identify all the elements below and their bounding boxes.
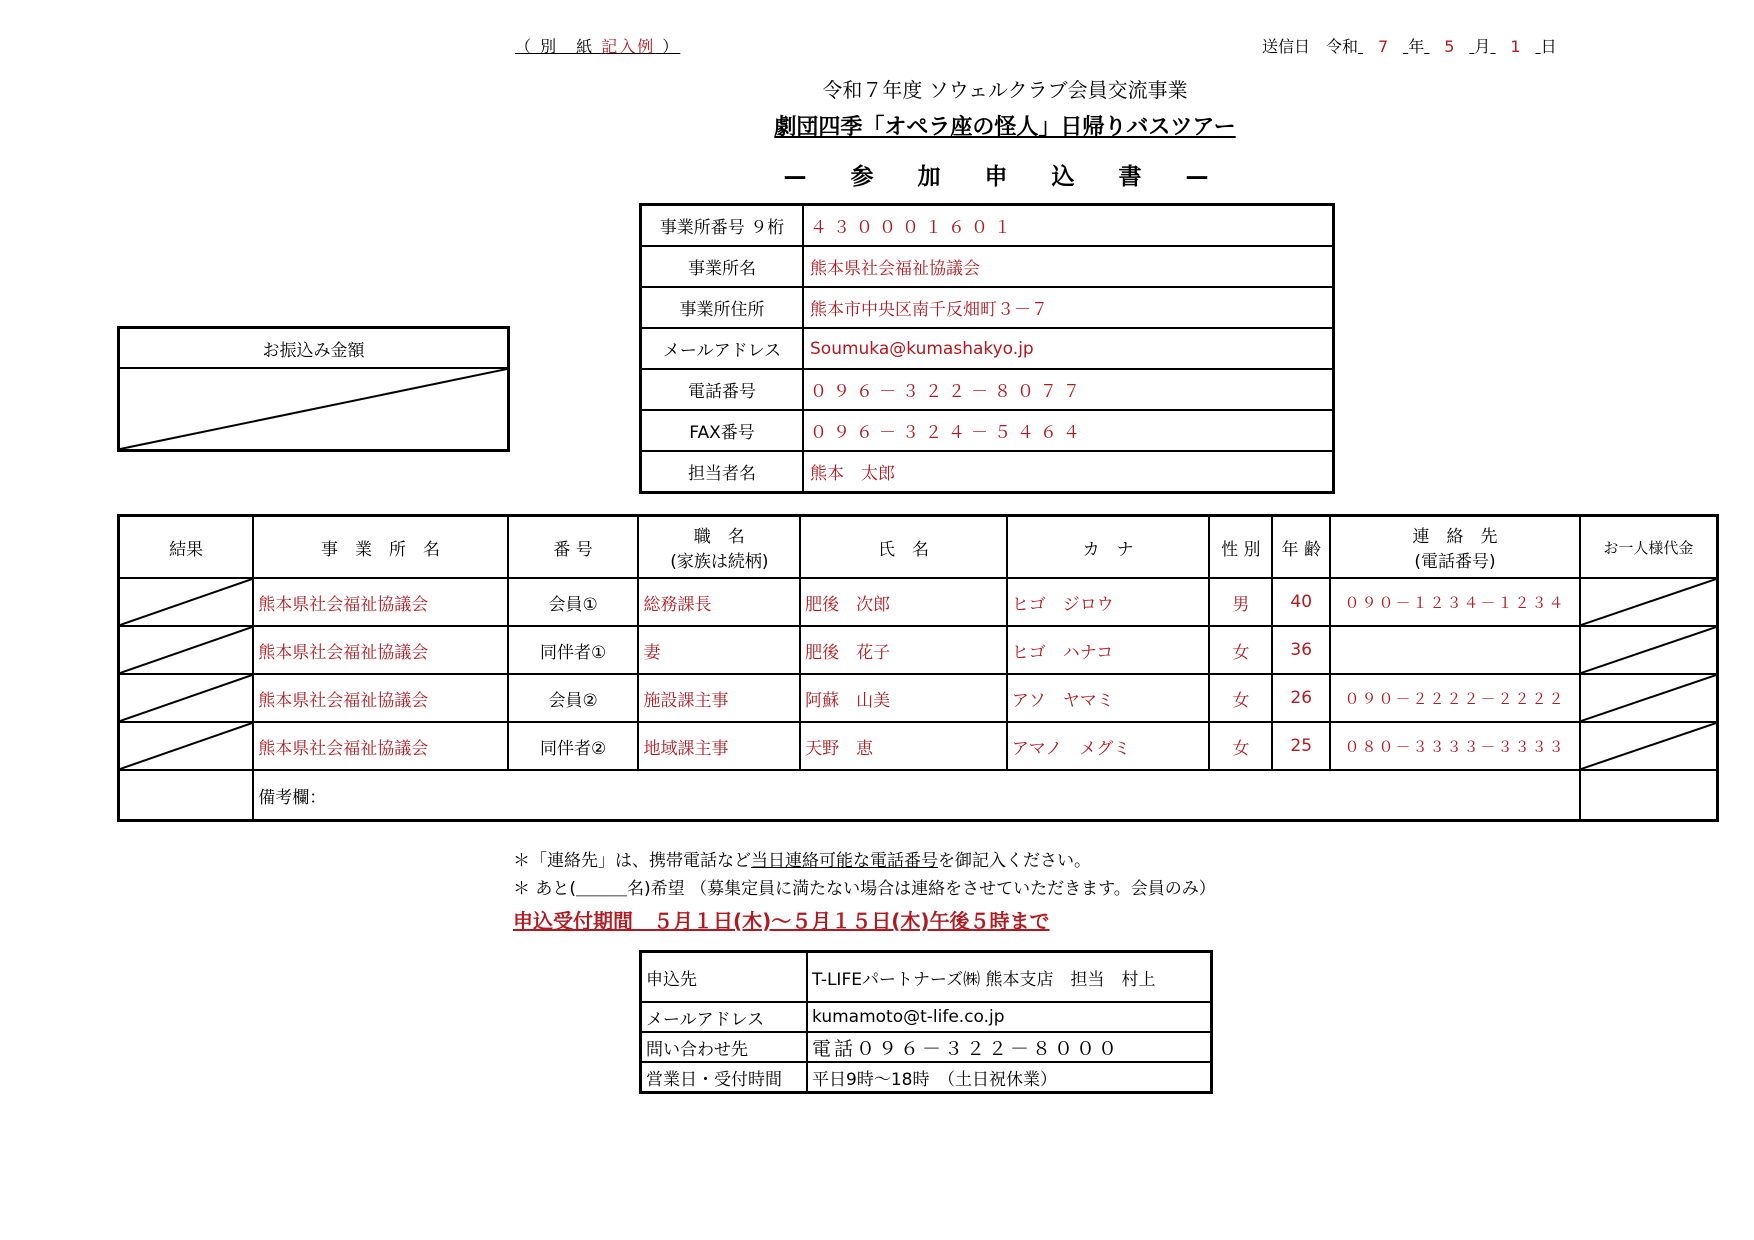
office-name-label: 事業所名	[641, 246, 804, 287]
note1-suffix: を御記入ください。	[938, 851, 1091, 871]
header-contact-line2: (電話番号)	[1414, 552, 1496, 572]
price-cell	[1580, 626, 1718, 674]
row-name[interactable]: 肥後 花子	[800, 626, 1007, 674]
row-kana[interactable]: ヒゴ ジロウ	[1007, 578, 1210, 626]
header-contact-line1: 連 絡 先	[1412, 527, 1498, 547]
row-name[interactable]: 肥後 次郎	[800, 578, 1007, 626]
row-age[interactable]: 25	[1272, 722, 1330, 770]
price-cell	[1580, 674, 1718, 722]
contact-email-value[interactable]: kumamoto@t-life.co.jp	[807, 1002, 1212, 1032]
row-job[interactable]: 妻	[638, 626, 800, 674]
title-line3: — 参 加 申 込 書 —	[783, 164, 1227, 190]
row-number: 同伴者①	[508, 626, 639, 674]
diagonal-slash	[1581, 723, 1716, 769]
email-value[interactable]: Soumuka@kumashakyo.jp	[803, 328, 1334, 369]
row-age[interactable]: 40	[1272, 578, 1330, 626]
fax-label: FAX番号	[641, 410, 804, 451]
contact-row	[641, 1002, 1212, 1032]
attachment-prefix: （ 別 紙	[515, 37, 595, 56]
participants-header-row	[119, 516, 1718, 579]
contact-dest-label: 申込先	[641, 952, 808, 1003]
result-cell	[119, 578, 254, 626]
row-sex[interactable]: 女	[1209, 722, 1272, 770]
office-number-label: 事業所番号 ９桁	[641, 205, 804, 247]
sent-day: 1	[1510, 37, 1521, 56]
row-number: 会員①	[508, 578, 639, 626]
table-row	[119, 626, 1718, 674]
office-name-value[interactable]: 熊本県社会福祉協議会	[803, 246, 1334, 287]
transfer-amount-box	[117, 326, 510, 452]
row-age[interactable]: 26	[1272, 674, 1330, 722]
office-info-table	[639, 203, 1335, 494]
price-cell	[1580, 722, 1718, 770]
row-phone[interactable]	[1330, 626, 1580, 674]
row-office[interactable]: 熊本県社会福祉協議会	[253, 674, 508, 722]
sent-date-label: 送信日 令和	[1262, 37, 1359, 56]
office-number-value[interactable]: ４３０００１６０１	[803, 205, 1334, 247]
row-sex[interactable]: 女	[1209, 674, 1272, 722]
transfer-amount-label: お振込み金額	[119, 328, 509, 369]
header-price: お一人様代金	[1580, 516, 1718, 579]
remarks-spacer-right	[1580, 770, 1718, 821]
office-info-row	[641, 328, 1334, 369]
application-deadline: 申込受付期間 ５月１日(木)～５月１５日(木)午後５時まで	[513, 909, 1050, 933]
header-result: 結果	[119, 516, 254, 579]
note-additional: ＊ あと(＿＿＿名)希望 （募集定員に満たない場合は連絡をさせていただきます。会員のみ）	[513, 879, 1216, 899]
title-line1: 令和７年度 ソウェルクラブ会員交流事業	[822, 78, 1188, 102]
diagonal-slash	[1581, 627, 1716, 673]
contact-hours-label: 営業日・受付時間	[641, 1062, 808, 1093]
row-phone[interactable]: ０９０－１２３４－１２３４	[1330, 578, 1580, 626]
sent-date	[1262, 34, 1557, 57]
year-unit: 年	[1408, 37, 1425, 56]
table-row	[119, 674, 1718, 722]
row-sex[interactable]: 女	[1209, 626, 1272, 674]
email-label: メールアドレス	[641, 328, 804, 369]
header-contact	[1330, 516, 1580, 579]
attachment-suffix: ）	[662, 37, 681, 56]
office-info-row	[641, 205, 1334, 247]
row-job[interactable]: 施設課主事	[638, 674, 800, 722]
contact-dest-value: T-LIFEパートナーズ㈱ 熊本支店 担当 村上	[807, 952, 1212, 1003]
price-cell	[1580, 578, 1718, 626]
row-office[interactable]: 熊本県社会福祉協議会	[253, 578, 508, 626]
sent-month: 5	[1444, 37, 1455, 56]
header-office: 事 業 所 名	[253, 516, 508, 579]
row-age[interactable]: 36	[1272, 626, 1330, 674]
contact-inquiry-value: 電話０９６－３２２－８０００	[807, 1032, 1212, 1062]
office-info-row	[641, 451, 1334, 493]
row-phone[interactable]: ０８０－３３３３－３３３３	[1330, 722, 1580, 770]
office-info-row	[641, 287, 1334, 328]
attachment-label	[515, 34, 680, 57]
office-address-value[interactable]: 熊本市中央区南千反畑町３－７	[803, 287, 1334, 328]
header-sex: 性 別	[1209, 516, 1272, 579]
attachment-example: 記入例	[601, 37, 656, 56]
office-address-label: 事業所住所	[641, 287, 804, 328]
header-job-line2: (家族は続柄)	[670, 552, 769, 572]
contact-email-label: メールアドレス	[641, 1002, 808, 1032]
header-number: 番 号	[508, 516, 639, 579]
row-sex[interactable]: 男	[1209, 578, 1272, 626]
remarks-label: 備考欄：	[258, 788, 327, 808]
result-cell	[119, 722, 254, 770]
note-contact	[513, 846, 1091, 871]
person-in-charge-label: 担当者名	[641, 451, 804, 493]
result-cell	[119, 626, 254, 674]
contact-row	[641, 1062, 1212, 1093]
diagonal-slash	[120, 627, 252, 673]
participants-table	[117, 514, 1719, 822]
header-job-line1: 職 名	[693, 527, 745, 547]
office-info-row	[641, 246, 1334, 287]
header-name: 氏 名	[800, 516, 1007, 579]
phone-label: 電話番号	[641, 369, 804, 410]
diagonal-slash	[120, 723, 252, 769]
office-info-row	[641, 410, 1334, 451]
phone-value[interactable]: ０９６－３２２－８０７７	[803, 369, 1334, 410]
office-info-row	[641, 369, 1334, 410]
contact-inquiry-label: 問い合わせ先	[641, 1032, 808, 1062]
row-name[interactable]: 天野 恵	[800, 722, 1007, 770]
header-kana: カ ナ	[1007, 516, 1210, 579]
day-unit: 日	[1540, 37, 1557, 56]
table-row	[119, 578, 1718, 626]
contact-table	[639, 950, 1213, 1094]
diagonal-slash	[1581, 579, 1716, 625]
diagonal-slash	[1581, 675, 1716, 721]
note1-prefix: ＊「連絡先」は、携帯電話など	[513, 851, 751, 871]
row-number: 同伴者②	[508, 722, 639, 770]
header-job	[638, 516, 800, 579]
contact-hours-value: 平日9時～18時 （土日祝休業）	[807, 1062, 1212, 1093]
row-job[interactable]: 地域課主事	[638, 722, 800, 770]
row-job[interactable]: 総務課長	[638, 578, 800, 626]
note1-underlined: 当日連絡可能な電話番号	[751, 851, 938, 871]
row-office[interactable]: 熊本県社会福祉協議会	[253, 626, 508, 674]
diagonal-slash	[120, 369, 507, 449]
remarks-field[interactable]	[253, 770, 1579, 821]
fax-value[interactable]: ０９６－３２４－５４６４	[803, 410, 1334, 451]
row-office[interactable]: 熊本県社会福祉協議会	[253, 722, 508, 770]
diagonal-slash	[120, 579, 252, 625]
table-row	[119, 722, 1718, 770]
row-name[interactable]: 阿蘇 山美	[800, 674, 1007, 722]
month-unit: 月	[1474, 37, 1491, 56]
row-kana[interactable]: アマノ メグミ	[1007, 722, 1210, 770]
title-line2: 劇団四季「オペラ座の怪人」日帰りバスツアー	[774, 115, 1236, 140]
row-kana[interactable]: ヒゴ ハナコ	[1007, 626, 1210, 674]
row-phone[interactable]: ０９０－２２２２－２２２２	[1330, 674, 1580, 722]
row-number: 会員②	[508, 674, 639, 722]
row-kana[interactable]: アソ ヤマミ	[1007, 674, 1210, 722]
remarks-row	[119, 770, 1718, 821]
remarks-spacer	[119, 770, 254, 821]
contact-row	[641, 952, 1212, 1003]
person-in-charge-value[interactable]: 熊本 太郎	[803, 451, 1334, 493]
header-age: 年 齢	[1272, 516, 1330, 579]
contact-row	[641, 1032, 1212, 1062]
sent-year: 7	[1378, 37, 1389, 56]
result-cell	[119, 674, 254, 722]
transfer-amount-cell	[119, 368, 509, 451]
diagonal-slash	[120, 675, 252, 721]
